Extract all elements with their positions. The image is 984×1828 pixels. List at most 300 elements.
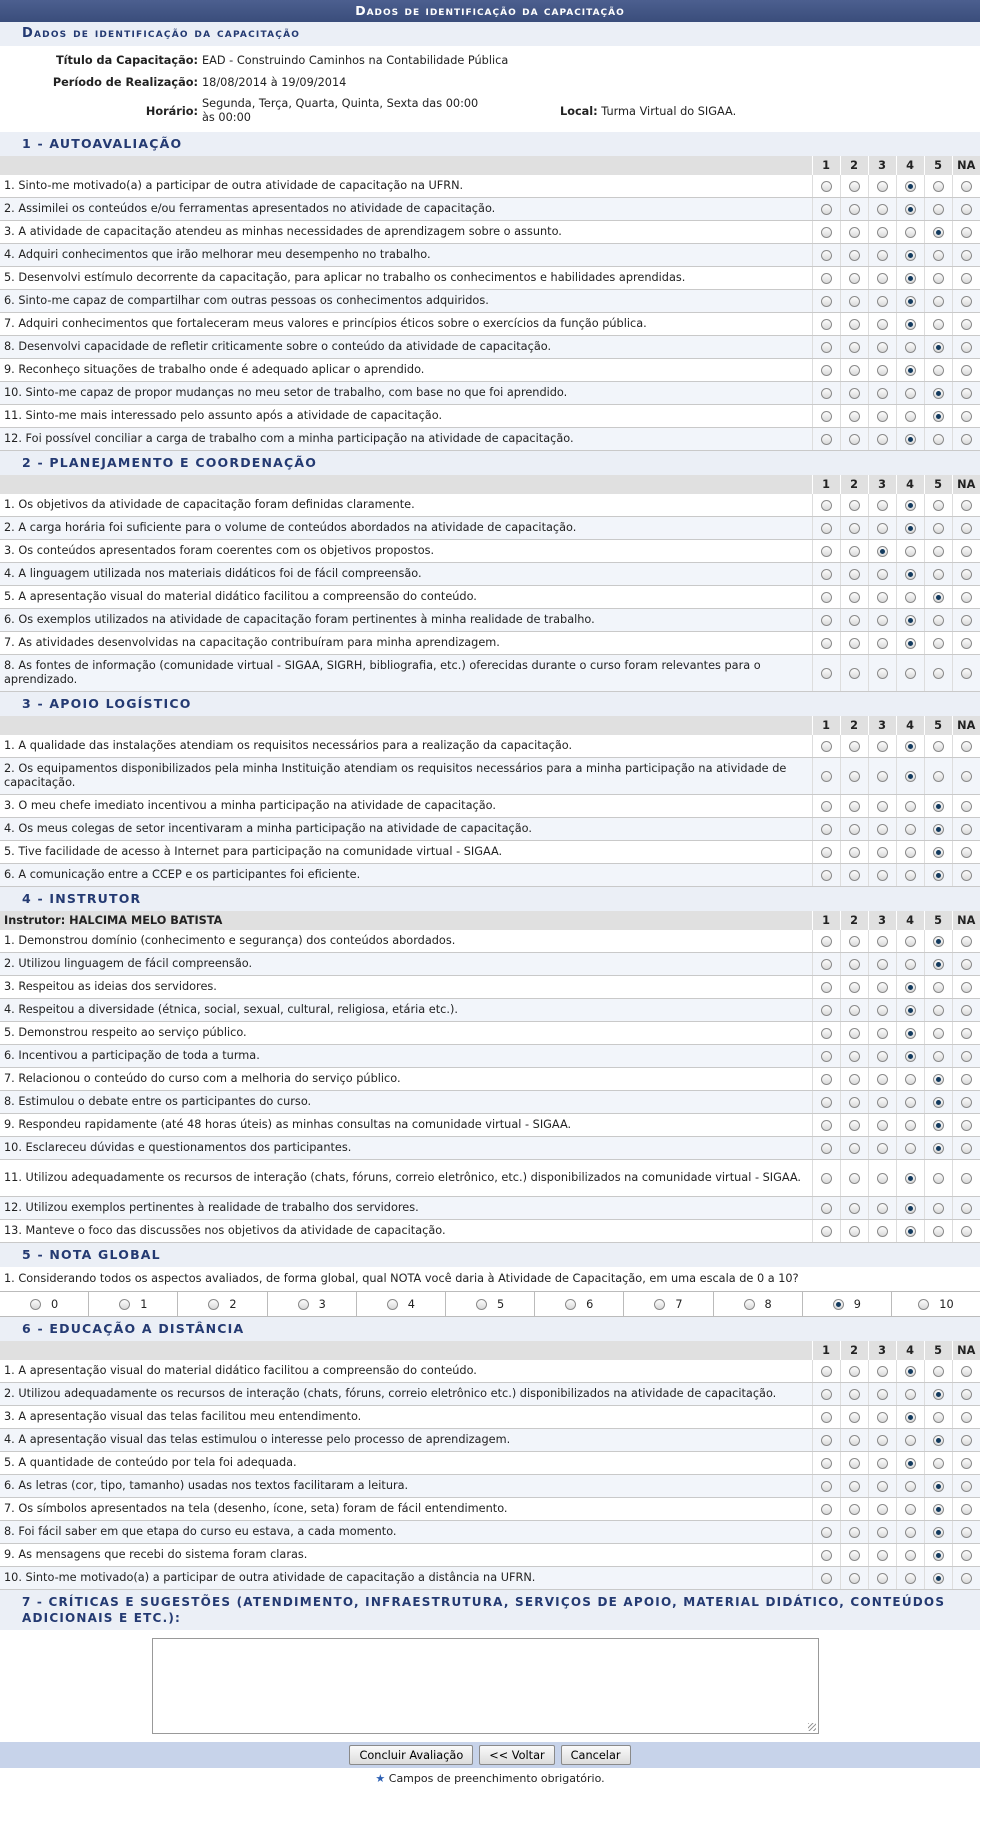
nota-option[interactable] <box>802 1292 891 1316</box>
rating-radio-2[interactable] <box>849 615 860 626</box>
nota-radio[interactable] <box>565 1299 576 1310</box>
rating-radio-4[interactable] <box>905 638 916 649</box>
rating-radio-4[interactable] <box>905 1527 916 1538</box>
rating-radio-na[interactable] <box>961 638 972 649</box>
rating-radio-3[interactable] <box>877 434 888 445</box>
rating-radio-1[interactable] <box>821 1051 832 1062</box>
rating-radio-na[interactable] <box>961 546 972 557</box>
rating-radio-5[interactable] <box>933 569 944 580</box>
nota-radio[interactable] <box>833 1299 844 1310</box>
rating-radio-5[interactable] <box>933 959 944 970</box>
rating-radio-2[interactable] <box>849 1173 860 1184</box>
rating-radio-3[interactable] <box>877 250 888 261</box>
rating-radio-1[interactable] <box>821 1550 832 1561</box>
rating-radio-4[interactable] <box>905 1458 916 1469</box>
rating-radio-na[interactable] <box>961 227 972 238</box>
rating-radio-na[interactable] <box>961 1143 972 1154</box>
rating-radio-5[interactable] <box>933 1028 944 1039</box>
rating-radio-5[interactable] <box>933 273 944 284</box>
rating-radio-3[interactable] <box>877 1504 888 1515</box>
rating-radio-2[interactable] <box>849 959 860 970</box>
rating-radio-5[interactable] <box>933 1203 944 1214</box>
rating-radio-3[interactable] <box>877 668 888 679</box>
rating-radio-na[interactable] <box>961 936 972 947</box>
rating-radio-2[interactable] <box>849 824 860 835</box>
rating-radio-na[interactable] <box>961 870 972 881</box>
rating-radio-na[interactable] <box>961 847 972 858</box>
rating-radio-4[interactable] <box>905 1504 916 1515</box>
rating-radio-5[interactable] <box>933 1097 944 1108</box>
rating-radio-4[interactable] <box>905 319 916 330</box>
rating-radio-3[interactable] <box>877 1028 888 1039</box>
rating-radio-4[interactable] <box>905 1573 916 1584</box>
rating-radio-1[interactable] <box>821 1435 832 1446</box>
rating-radio-4[interactable] <box>905 500 916 511</box>
rating-radio-5[interactable] <box>933 824 944 835</box>
rating-radio-4[interactable] <box>905 1028 916 1039</box>
rating-radio-na[interactable] <box>961 296 972 307</box>
rating-radio-5[interactable] <box>933 638 944 649</box>
rating-radio-5[interactable] <box>933 1074 944 1085</box>
nota-option[interactable] <box>623 1292 712 1316</box>
rating-radio-5[interactable] <box>933 1527 944 1538</box>
nota-option[interactable] <box>267 1292 356 1316</box>
rating-radio-3[interactable] <box>877 592 888 603</box>
rating-radio-1[interactable] <box>821 771 832 782</box>
rating-radio-5[interactable] <box>933 523 944 534</box>
rating-radio-3[interactable] <box>877 296 888 307</box>
rating-radio-1[interactable] <box>821 388 832 399</box>
rating-radio-na[interactable] <box>961 365 972 376</box>
rating-radio-2[interactable] <box>849 1504 860 1515</box>
rating-radio-1[interactable] <box>821 1412 832 1423</box>
voltar-button[interactable]: << Voltar <box>479 1745 554 1765</box>
rating-radio-1[interactable] <box>821 936 832 947</box>
rating-radio-na[interactable] <box>961 1435 972 1446</box>
rating-radio-5[interactable] <box>933 365 944 376</box>
rating-radio-1[interactable] <box>821 982 832 993</box>
rating-radio-4[interactable] <box>905 1203 916 1214</box>
rating-radio-1[interactable] <box>821 569 832 580</box>
rating-radio-5[interactable] <box>933 342 944 353</box>
rating-radio-5[interactable] <box>933 1550 944 1561</box>
nota-radio[interactable] <box>30 1299 41 1310</box>
rating-radio-4[interactable] <box>905 250 916 261</box>
rating-radio-4[interactable] <box>905 1097 916 1108</box>
rating-radio-3[interactable] <box>877 365 888 376</box>
rating-radio-5[interactable] <box>933 411 944 422</box>
rating-radio-2[interactable] <box>849 771 860 782</box>
rating-radio-na[interactable] <box>961 342 972 353</box>
rating-radio-na[interactable] <box>961 982 972 993</box>
rating-radio-4[interactable] <box>905 204 916 215</box>
rating-radio-3[interactable] <box>877 204 888 215</box>
rating-radio-5[interactable] <box>933 1366 944 1377</box>
criticas-textarea[interactable] <box>152 1638 819 1734</box>
rating-radio-1[interactable] <box>821 546 832 557</box>
rating-radio-2[interactable] <box>849 342 860 353</box>
rating-radio-2[interactable] <box>849 1074 860 1085</box>
rating-radio-5[interactable] <box>933 500 944 511</box>
rating-radio-na[interactable] <box>961 204 972 215</box>
nota-radio[interactable] <box>744 1299 755 1310</box>
rating-radio-1[interactable] <box>821 411 832 422</box>
rating-radio-2[interactable] <box>849 181 860 192</box>
rating-radio-1[interactable] <box>821 1573 832 1584</box>
rating-radio-2[interactable] <box>849 296 860 307</box>
rating-radio-2[interactable] <box>849 638 860 649</box>
rating-radio-5[interactable] <box>933 936 944 947</box>
rating-radio-4[interactable] <box>905 668 916 679</box>
rating-radio-5[interactable] <box>933 1458 944 1469</box>
rating-radio-3[interactable] <box>877 824 888 835</box>
rating-radio-4[interactable] <box>905 434 916 445</box>
rating-radio-3[interactable] <box>877 569 888 580</box>
rating-radio-3[interactable] <box>877 1458 888 1469</box>
rating-radio-2[interactable] <box>849 1458 860 1469</box>
rating-radio-4[interactable] <box>905 1226 916 1237</box>
rating-radio-2[interactable] <box>849 668 860 679</box>
rating-radio-1[interactable] <box>821 1028 832 1039</box>
rating-radio-2[interactable] <box>849 1226 860 1237</box>
rating-radio-2[interactable] <box>849 1203 860 1214</box>
rating-radio-5[interactable] <box>933 847 944 858</box>
rating-radio-3[interactable] <box>877 771 888 782</box>
rating-radio-3[interactable] <box>877 1005 888 1016</box>
rating-radio-1[interactable] <box>821 1389 832 1400</box>
rating-radio-4[interactable] <box>905 388 916 399</box>
rating-radio-5[interactable] <box>933 1481 944 1492</box>
rating-radio-na[interactable] <box>961 1527 972 1538</box>
rating-radio-2[interactable] <box>849 546 860 557</box>
rating-radio-na[interactable] <box>961 181 972 192</box>
rating-radio-5[interactable] <box>933 204 944 215</box>
rating-radio-5[interactable] <box>933 1143 944 1154</box>
rating-radio-5[interactable] <box>933 1573 944 1584</box>
rating-radio-2[interactable] <box>849 592 860 603</box>
rating-radio-5[interactable] <box>933 801 944 812</box>
rating-radio-5[interactable] <box>933 1226 944 1237</box>
rating-radio-2[interactable] <box>849 1550 860 1561</box>
rating-radio-5[interactable] <box>933 741 944 752</box>
nota-option[interactable] <box>356 1292 445 1316</box>
rating-radio-na[interactable] <box>961 250 972 261</box>
rating-radio-na[interactable] <box>961 1097 972 1108</box>
cancelar-button[interactable]: Cancelar <box>561 1745 631 1765</box>
rating-radio-5[interactable] <box>933 227 944 238</box>
rating-radio-3[interactable] <box>877 1366 888 1377</box>
rating-radio-na[interactable] <box>961 1481 972 1492</box>
rating-radio-4[interactable] <box>905 847 916 858</box>
rating-radio-4[interactable] <box>905 1173 916 1184</box>
nota-radio[interactable] <box>208 1299 219 1310</box>
rating-radio-na[interactable] <box>961 1120 972 1131</box>
rating-radio-5[interactable] <box>933 181 944 192</box>
rating-radio-4[interactable] <box>905 296 916 307</box>
rating-radio-2[interactable] <box>849 1481 860 1492</box>
rating-radio-1[interactable] <box>821 801 832 812</box>
rating-radio-3[interactable] <box>877 1481 888 1492</box>
rating-radio-5[interactable] <box>933 1120 944 1131</box>
nota-option[interactable] <box>534 1292 623 1316</box>
rating-radio-1[interactable] <box>821 1120 832 1131</box>
rating-radio-1[interactable] <box>821 638 832 649</box>
rating-radio-2[interactable] <box>849 1412 860 1423</box>
rating-radio-4[interactable] <box>905 1143 916 1154</box>
resize-grip-icon[interactable] <box>808 1723 816 1731</box>
rating-radio-4[interactable] <box>905 1435 916 1446</box>
rating-radio-1[interactable] <box>821 615 832 626</box>
rating-radio-na[interactable] <box>961 592 972 603</box>
nota-radio[interactable] <box>476 1299 487 1310</box>
rating-radio-na[interactable] <box>961 523 972 534</box>
rating-radio-5[interactable] <box>933 1051 944 1062</box>
rating-radio-1[interactable] <box>821 1527 832 1538</box>
rating-radio-3[interactable] <box>877 342 888 353</box>
rating-radio-1[interactable] <box>821 273 832 284</box>
rating-radio-5[interactable] <box>933 1412 944 1423</box>
rating-radio-4[interactable] <box>905 592 916 603</box>
rating-radio-5[interactable] <box>933 1005 944 1016</box>
rating-radio-2[interactable] <box>849 1051 860 1062</box>
rating-radio-na[interactable] <box>961 959 972 970</box>
rating-radio-4[interactable] <box>905 1412 916 1423</box>
rating-radio-4[interactable] <box>905 982 916 993</box>
rating-radio-2[interactable] <box>849 741 860 752</box>
rating-radio-3[interactable] <box>877 319 888 330</box>
rating-radio-1[interactable] <box>821 1366 832 1377</box>
rating-radio-1[interactable] <box>821 1226 832 1237</box>
rating-radio-5[interactable] <box>933 546 944 557</box>
rating-radio-5[interactable] <box>933 434 944 445</box>
rating-radio-4[interactable] <box>905 181 916 192</box>
nota-option[interactable] <box>891 1292 980 1316</box>
rating-radio-na[interactable] <box>961 500 972 511</box>
rating-radio-1[interactable] <box>821 204 832 215</box>
nota-radio[interactable] <box>387 1299 398 1310</box>
rating-radio-3[interactable] <box>877 546 888 557</box>
rating-radio-4[interactable] <box>905 227 916 238</box>
rating-radio-na[interactable] <box>961 1550 972 1561</box>
rating-radio-na[interactable] <box>961 668 972 679</box>
rating-radio-na[interactable] <box>961 1573 972 1584</box>
rating-radio-1[interactable] <box>821 319 832 330</box>
rating-radio-1[interactable] <box>821 296 832 307</box>
rating-radio-na[interactable] <box>961 434 972 445</box>
rating-radio-5[interactable] <box>933 771 944 782</box>
rating-radio-3[interactable] <box>877 1203 888 1214</box>
rating-radio-1[interactable] <box>821 592 832 603</box>
rating-radio-3[interactable] <box>877 847 888 858</box>
rating-radio-2[interactable] <box>849 434 860 445</box>
rating-radio-na[interactable] <box>961 1389 972 1400</box>
rating-radio-3[interactable] <box>877 1527 888 1538</box>
rating-radio-5[interactable] <box>933 1504 944 1515</box>
rating-radio-na[interactable] <box>961 615 972 626</box>
rating-radio-3[interactable] <box>877 1097 888 1108</box>
rating-radio-1[interactable] <box>821 523 832 534</box>
rating-radio-4[interactable] <box>905 936 916 947</box>
rating-radio-1[interactable] <box>821 1458 832 1469</box>
rating-radio-2[interactable] <box>849 523 860 534</box>
rating-radio-2[interactable] <box>849 388 860 399</box>
rating-radio-3[interactable] <box>877 388 888 399</box>
rating-radio-2[interactable] <box>849 319 860 330</box>
rating-radio-1[interactable] <box>821 824 832 835</box>
rating-radio-3[interactable] <box>877 181 888 192</box>
rating-radio-5[interactable] <box>933 1389 944 1400</box>
rating-radio-4[interactable] <box>905 824 916 835</box>
rating-radio-4[interactable] <box>905 546 916 557</box>
rating-radio-3[interactable] <box>877 1435 888 1446</box>
rating-radio-3[interactable] <box>877 870 888 881</box>
rating-radio-3[interactable] <box>877 741 888 752</box>
rating-radio-2[interactable] <box>849 1366 860 1377</box>
rating-radio-4[interactable] <box>905 1389 916 1400</box>
rating-radio-3[interactable] <box>877 500 888 511</box>
rating-radio-3[interactable] <box>877 1226 888 1237</box>
rating-radio-na[interactable] <box>961 1226 972 1237</box>
nota-radio[interactable] <box>918 1299 929 1310</box>
rating-radio-3[interactable] <box>877 801 888 812</box>
rating-radio-4[interactable] <box>905 273 916 284</box>
rating-radio-3[interactable] <box>877 1051 888 1062</box>
rating-radio-1[interactable] <box>821 1097 832 1108</box>
rating-radio-2[interactable] <box>849 411 860 422</box>
rating-radio-2[interactable] <box>849 1143 860 1154</box>
rating-radio-na[interactable] <box>961 1458 972 1469</box>
rating-radio-4[interactable] <box>905 959 916 970</box>
rating-radio-3[interactable] <box>877 1173 888 1184</box>
rating-radio-1[interactable] <box>821 741 832 752</box>
rating-radio-na[interactable] <box>961 569 972 580</box>
rating-radio-5[interactable] <box>933 668 944 679</box>
rating-radio-4[interactable] <box>905 1366 916 1377</box>
rating-radio-3[interactable] <box>877 1389 888 1400</box>
rating-radio-2[interactable] <box>849 1028 860 1039</box>
rating-radio-2[interactable] <box>849 1005 860 1016</box>
rating-radio-4[interactable] <box>905 870 916 881</box>
rating-radio-4[interactable] <box>905 523 916 534</box>
rating-radio-4[interactable] <box>905 1120 916 1131</box>
rating-radio-na[interactable] <box>961 824 972 835</box>
rating-radio-na[interactable] <box>961 319 972 330</box>
rating-radio-na[interactable] <box>961 1028 972 1039</box>
rating-radio-4[interactable] <box>905 342 916 353</box>
concluir-avaliacao-button[interactable]: Concluir Avaliação <box>349 1745 473 1765</box>
rating-radio-3[interactable] <box>877 982 888 993</box>
rating-radio-2[interactable] <box>849 569 860 580</box>
rating-radio-1[interactable] <box>821 250 832 261</box>
rating-radio-2[interactable] <box>849 847 860 858</box>
rating-radio-2[interactable] <box>849 500 860 511</box>
rating-radio-5[interactable] <box>933 870 944 881</box>
rating-radio-1[interactable] <box>821 1143 832 1154</box>
rating-radio-5[interactable] <box>933 1173 944 1184</box>
rating-radio-1[interactable] <box>821 959 832 970</box>
nota-option[interactable] <box>0 1292 88 1316</box>
rating-radio-na[interactable] <box>961 388 972 399</box>
nota-option[interactable] <box>88 1292 177 1316</box>
rating-radio-1[interactable] <box>821 1481 832 1492</box>
rating-radio-na[interactable] <box>961 1412 972 1423</box>
rating-radio-3[interactable] <box>877 273 888 284</box>
rating-radio-2[interactable] <box>849 273 860 284</box>
rating-radio-4[interactable] <box>905 771 916 782</box>
rating-radio-3[interactable] <box>877 615 888 626</box>
rating-radio-na[interactable] <box>961 741 972 752</box>
rating-radio-2[interactable] <box>849 1527 860 1538</box>
nota-option[interactable] <box>713 1292 802 1316</box>
rating-radio-3[interactable] <box>877 1074 888 1085</box>
rating-radio-4[interactable] <box>905 741 916 752</box>
rating-radio-3[interactable] <box>877 227 888 238</box>
rating-radio-1[interactable] <box>821 342 832 353</box>
rating-radio-3[interactable] <box>877 523 888 534</box>
rating-radio-1[interactable] <box>821 870 832 881</box>
rating-radio-2[interactable] <box>849 936 860 947</box>
rating-radio-na[interactable] <box>961 1173 972 1184</box>
nota-radio[interactable] <box>119 1299 130 1310</box>
nota-radio[interactable] <box>654 1299 665 1310</box>
rating-radio-5[interactable] <box>933 319 944 330</box>
rating-radio-3[interactable] <box>877 1573 888 1584</box>
rating-radio-3[interactable] <box>877 1120 888 1131</box>
rating-radio-2[interactable] <box>849 227 860 238</box>
rating-radio-1[interactable] <box>821 365 832 376</box>
rating-radio-5[interactable] <box>933 615 944 626</box>
rating-radio-3[interactable] <box>877 411 888 422</box>
rating-radio-1[interactable] <box>821 1504 832 1515</box>
rating-radio-3[interactable] <box>877 638 888 649</box>
rating-radio-2[interactable] <box>849 1435 860 1446</box>
rating-radio-3[interactable] <box>877 959 888 970</box>
rating-radio-1[interactable] <box>821 227 832 238</box>
rating-radio-4[interactable] <box>905 411 916 422</box>
rating-radio-1[interactable] <box>821 434 832 445</box>
rating-radio-4[interactable] <box>905 1051 916 1062</box>
rating-radio-2[interactable] <box>849 1573 860 1584</box>
rating-radio-2[interactable] <box>849 801 860 812</box>
rating-radio-5[interactable] <box>933 1435 944 1446</box>
rating-radio-3[interactable] <box>877 936 888 947</box>
rating-radio-2[interactable] <box>849 982 860 993</box>
rating-radio-3[interactable] <box>877 1143 888 1154</box>
rating-radio-4[interactable] <box>905 615 916 626</box>
rating-radio-2[interactable] <box>849 1097 860 1108</box>
nota-option[interactable] <box>177 1292 266 1316</box>
rating-radio-2[interactable] <box>849 1389 860 1400</box>
rating-radio-1[interactable] <box>821 1005 832 1016</box>
rating-radio-na[interactable] <box>961 273 972 284</box>
rating-radio-na[interactable] <box>961 1005 972 1016</box>
rating-radio-na[interactable] <box>961 1051 972 1062</box>
rating-radio-na[interactable] <box>961 771 972 782</box>
rating-radio-2[interactable] <box>849 250 860 261</box>
rating-radio-na[interactable] <box>961 1366 972 1377</box>
rating-radio-4[interactable] <box>905 1481 916 1492</box>
rating-radio-na[interactable] <box>961 1203 972 1214</box>
nota-option[interactable] <box>445 1292 534 1316</box>
rating-radio-na[interactable] <box>961 1504 972 1515</box>
rating-radio-3[interactable] <box>877 1412 888 1423</box>
rating-radio-1[interactable] <box>821 847 832 858</box>
rating-radio-4[interactable] <box>905 1005 916 1016</box>
rating-radio-5[interactable] <box>933 592 944 603</box>
rating-radio-5[interactable] <box>933 250 944 261</box>
rating-radio-2[interactable] <box>849 365 860 376</box>
rating-radio-4[interactable] <box>905 801 916 812</box>
